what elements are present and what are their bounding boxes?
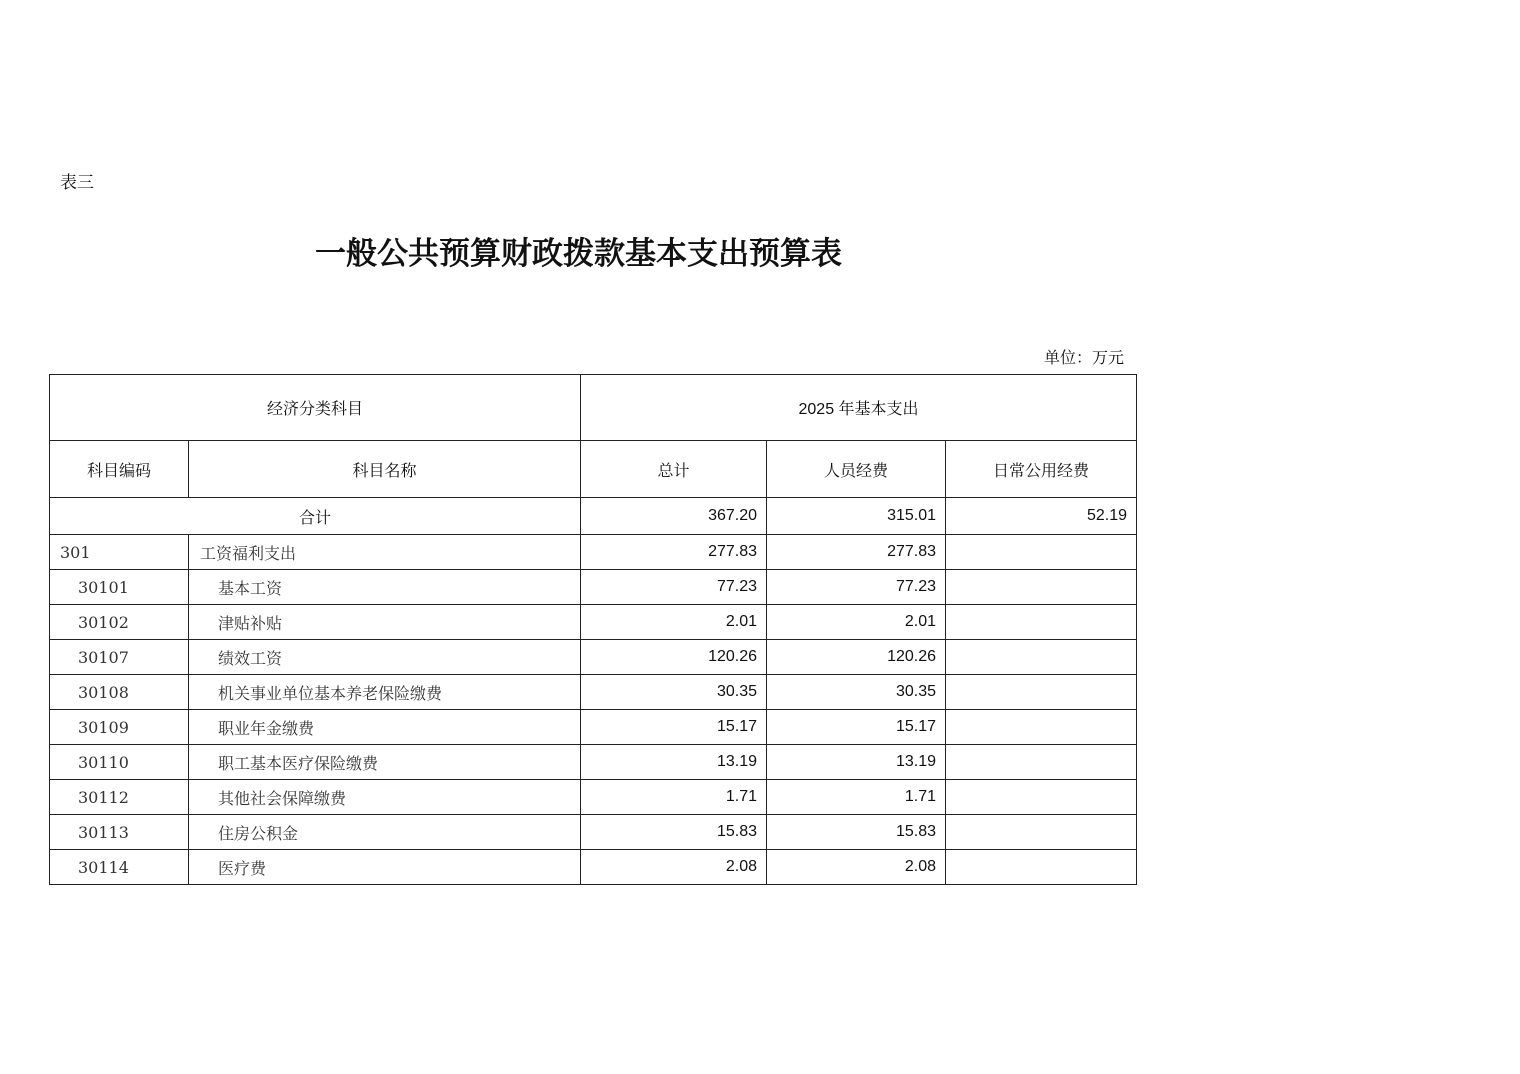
table-row bbox=[50, 815, 1137, 850]
table-row bbox=[50, 710, 1137, 745]
row-code: 30107 bbox=[50, 640, 189, 675]
summary-label: 合计 bbox=[50, 498, 581, 535]
row-code: 30109 bbox=[50, 710, 189, 745]
row-public bbox=[946, 780, 1137, 815]
summary-personnel: 315.01 bbox=[767, 498, 946, 535]
summary-public: 52.19 bbox=[946, 498, 1137, 535]
row-total: 15.83 bbox=[581, 815, 767, 850]
row-personnel: 77.23 bbox=[767, 570, 946, 605]
header-row-group bbox=[50, 375, 1137, 441]
row-public bbox=[946, 535, 1137, 570]
table-row bbox=[50, 570, 1137, 605]
row-name: 机关事业单位基本养老保险缴费 bbox=[189, 675, 581, 710]
row-total: 77.23 bbox=[581, 570, 767, 605]
row-public bbox=[946, 745, 1137, 780]
row-public bbox=[946, 605, 1137, 640]
row-public bbox=[946, 640, 1137, 675]
row-total: 277.83 bbox=[581, 535, 767, 570]
row-total: 2.01 bbox=[581, 605, 767, 640]
row-name: 住房公积金 bbox=[189, 815, 581, 850]
header-personnel-cost: 人员经费 bbox=[767, 441, 946, 498]
header-total: 总计 bbox=[581, 441, 767, 498]
row-personnel: 2.01 bbox=[767, 605, 946, 640]
row-code: 30102 bbox=[50, 605, 189, 640]
row-personnel: 13.19 bbox=[767, 745, 946, 780]
table-row bbox=[50, 605, 1137, 640]
row-public bbox=[946, 570, 1137, 605]
table-row bbox=[50, 850, 1137, 885]
row-name: 基本工资 bbox=[189, 570, 581, 605]
header-economic-classification: 经济分类科目 bbox=[50, 375, 581, 441]
row-personnel: 15.83 bbox=[767, 815, 946, 850]
row-code: 30101 bbox=[50, 570, 189, 605]
row-total: 30.35 bbox=[581, 675, 767, 710]
row-code: 30108 bbox=[50, 675, 189, 710]
row-total: 13.19 bbox=[581, 745, 767, 780]
table-row bbox=[50, 675, 1137, 710]
row-public bbox=[946, 710, 1137, 745]
row-name: 津贴补贴 bbox=[189, 605, 581, 640]
row-personnel: 120.26 bbox=[767, 640, 946, 675]
row-name: 职工基本医疗保险缴费 bbox=[189, 745, 581, 780]
row-name: 绩效工资 bbox=[189, 640, 581, 675]
header-basic-expenditure: 2025 年基本支出 bbox=[581, 375, 1137, 441]
row-name: 工资福利支出 bbox=[189, 535, 581, 570]
row-name: 其他社会保障缴费 bbox=[189, 780, 581, 815]
row-public bbox=[946, 815, 1137, 850]
summary-row bbox=[50, 498, 1137, 535]
table-row bbox=[50, 745, 1137, 780]
document-title: 一般公共预算财政拨款基本支出预算表 bbox=[315, 236, 842, 272]
row-personnel: 15.17 bbox=[767, 710, 946, 745]
row-personnel: 277.83 bbox=[767, 535, 946, 570]
row-code: 30110 bbox=[50, 745, 189, 780]
row-name: 医疗费 bbox=[189, 850, 581, 885]
table-row bbox=[50, 640, 1137, 675]
summary-total: 367.20 bbox=[581, 498, 767, 535]
row-personnel: 30.35 bbox=[767, 675, 946, 710]
table-row bbox=[50, 535, 1137, 570]
row-name: 职业年金缴费 bbox=[189, 710, 581, 745]
header-row-columns bbox=[50, 441, 1137, 498]
row-personnel: 2.08 bbox=[767, 850, 946, 885]
table-row bbox=[50, 780, 1137, 815]
row-public bbox=[946, 850, 1137, 885]
header-public-cost: 日常公用经费 bbox=[946, 441, 1137, 498]
row-code: 30112 bbox=[50, 780, 189, 815]
budget-table bbox=[49, 374, 1137, 885]
row-public bbox=[946, 675, 1137, 710]
row-total: 120.26 bbox=[581, 640, 767, 675]
row-personnel: 1.71 bbox=[767, 780, 946, 815]
row-total: 15.17 bbox=[581, 710, 767, 745]
unit-label: 单位：万元 bbox=[1043, 348, 1124, 367]
header-subject-name: 科目名称 bbox=[189, 441, 581, 498]
header-subject-code: 科目编码 bbox=[50, 441, 189, 498]
row-code: 301 bbox=[50, 535, 189, 570]
row-total: 2.08 bbox=[581, 850, 767, 885]
row-code: 30114 bbox=[50, 850, 189, 885]
row-code: 30113 bbox=[50, 815, 189, 850]
row-total: 1.71 bbox=[581, 780, 767, 815]
table-label: 表三 bbox=[60, 173, 94, 193]
